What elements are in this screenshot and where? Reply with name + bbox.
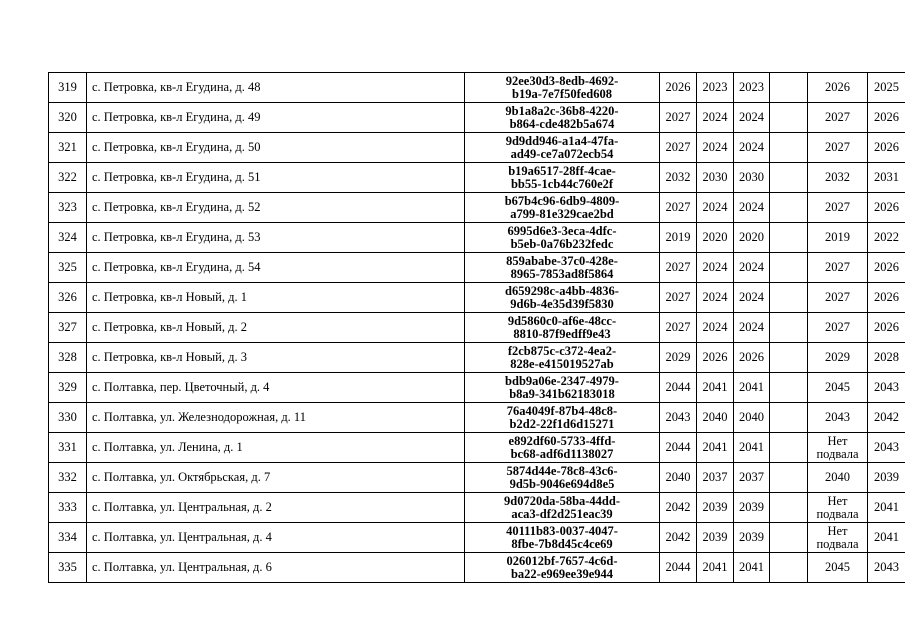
empty-cell	[770, 403, 808, 433]
year-cell: 2030	[697, 163, 734, 193]
year-cell: 2027	[808, 133, 868, 163]
year-cell: 2024	[697, 103, 734, 133]
row-number: 324	[49, 223, 87, 253]
fias-guid-cell	[465, 523, 660, 553]
row-number: 335	[49, 553, 87, 583]
address-cell: с. Петровка, кв-л Новый, д. 1	[87, 283, 465, 313]
year-cell: 2040	[697, 403, 734, 433]
year-cell: 2042	[868, 403, 905, 433]
year-cell: 2027	[808, 193, 868, 223]
year-cell: 2024	[734, 313, 770, 343]
fias-guid-part1: 859ababe-37c0-428e-	[506, 253, 618, 268]
year-cell: 2037	[734, 463, 770, 493]
empty-cell	[770, 283, 808, 313]
row-number: 326	[49, 283, 87, 313]
year-cell: 2023	[734, 73, 770, 103]
row-number: 320	[49, 103, 87, 133]
table-row	[49, 283, 905, 313]
year-cell: 2024	[697, 313, 734, 343]
year-cell: 2032	[660, 163, 697, 193]
empty-cell	[770, 493, 808, 523]
year-cell: 2045	[808, 553, 868, 583]
year-cell: 2044	[660, 553, 697, 583]
row-number: 332	[49, 463, 87, 493]
table-row	[49, 253, 905, 283]
year-cell: 2025	[868, 73, 905, 103]
row-number: 327	[49, 313, 87, 343]
address-cell: с. Петровка, кв-л Егудина, д. 51	[87, 163, 465, 193]
fias-guid-part2: b5eb-0a76b232fedc	[510, 236, 614, 251]
fias-guid-part2: 828e-e415019527ab	[510, 356, 614, 371]
year-cell: 2026	[868, 193, 905, 223]
address-cell: с. Петровка, кв-л Егудина, д. 54	[87, 253, 465, 283]
year-cell: 2040	[660, 463, 697, 493]
fias-guid-part1: 026012bf-7657-4c6d-	[506, 553, 618, 568]
address-cell: с. Полтавка, ул. Железнодорожная, д. 11	[87, 403, 465, 433]
address-cell: с. Петровка, кв-л Новый, д. 3	[87, 343, 465, 373]
address-cell: с. Петровка, кв-л Егудина, д. 50	[87, 133, 465, 163]
year-cell: 2024	[734, 253, 770, 283]
year-cell: 2019	[808, 223, 868, 253]
row-number: 323	[49, 193, 87, 223]
year-cell: 2041	[868, 493, 905, 523]
fias-guid-part2: 8810-87f9edff9e43	[513, 326, 611, 341]
year-cell: 2040	[734, 403, 770, 433]
year-cell: 2024	[697, 253, 734, 283]
year-cell: 2026	[868, 313, 905, 343]
fias-guid-part1: b67b4c96-6db9-4809-	[504, 193, 620, 208]
year-cell: 2032	[808, 163, 868, 193]
year-cell: 2039	[868, 463, 905, 493]
table-row	[49, 463, 905, 493]
table-row	[49, 133, 905, 163]
fias-guid-part1: 9d9dd946-a1a4-47fa-	[505, 133, 619, 148]
year-cell: 2043	[868, 553, 905, 583]
year-cell: 2041	[697, 373, 734, 403]
year-cell: 2029	[808, 343, 868, 373]
row-number: 334	[49, 523, 87, 553]
year-cell: 2041	[868, 523, 905, 553]
year-cell: 2039	[734, 493, 770, 523]
fias-guid-part1: 9d0720da-58ba-44dd-	[504, 493, 620, 508]
table-row	[49, 223, 905, 253]
year-cell: 2030	[734, 163, 770, 193]
year-cell: 2043	[808, 403, 868, 433]
empty-cell	[770, 523, 808, 553]
year-cell: 2042	[660, 523, 697, 553]
fias-guid-part1: f2cb875c-c372-4ea2-	[507, 343, 617, 358]
year-cell: 2042	[660, 493, 697, 523]
year-cell: 2026	[868, 253, 905, 283]
fias-guid-part2: 8fbe-7b8d45c4ce69	[511, 536, 613, 551]
fias-guid-part2: bc68-adf6d1138027	[510, 446, 614, 461]
fias-guid-part2: b2d2-22f1d6d15271	[509, 416, 615, 431]
fias-guid-cell	[465, 403, 660, 433]
year-cell: 2027	[808, 103, 868, 133]
year-cell: 2041	[734, 433, 770, 463]
year-cell: 2027	[660, 283, 697, 313]
fias-guid-part2: ba22-e969ee39e944	[510, 566, 614, 581]
fias-guid-part2: aca3-df2d251eac39	[511, 506, 613, 521]
year-cell: 2044	[660, 433, 697, 463]
housing-registry-table	[48, 72, 905, 583]
empty-cell	[770, 313, 808, 343]
table-body	[49, 73, 905, 583]
year-cell: Нет подвала	[808, 523, 868, 553]
year-cell: 2022	[868, 223, 905, 253]
fias-guid-cell	[465, 313, 660, 343]
address-cell: с. Полтавка, ул. Центральная, д. 6	[87, 553, 465, 583]
empty-cell	[770, 553, 808, 583]
table-row	[49, 343, 905, 373]
empty-cell	[770, 193, 808, 223]
table-row	[49, 433, 905, 463]
year-cell: Нет подвала	[808, 493, 868, 523]
row-number: 331	[49, 433, 87, 463]
year-cell: 2024	[734, 103, 770, 133]
fias-guid-part2: bb55-1cb44c760e2f	[510, 176, 614, 191]
empty-cell	[770, 463, 808, 493]
fias-guid-part1: d659298c-a4bb-4836-	[505, 283, 619, 298]
fias-guid-cell	[465, 73, 660, 103]
year-cell: 2041	[734, 553, 770, 583]
table-row	[49, 163, 905, 193]
fias-guid-cell	[465, 193, 660, 223]
year-cell: 2024	[734, 283, 770, 313]
row-number: 321	[49, 133, 87, 163]
table-row	[49, 103, 905, 133]
year-cell: 2026	[868, 283, 905, 313]
empty-cell	[770, 433, 808, 463]
year-cell: 2023	[697, 73, 734, 103]
fias-guid-part1: 5874d44e-78c8-43c6-	[506, 463, 618, 478]
fias-guid-part1: e892df60-5733-4ffd-	[508, 433, 616, 448]
year-cell: 2026	[808, 73, 868, 103]
fias-guid-cell	[465, 133, 660, 163]
empty-cell	[770, 223, 808, 253]
address-cell: с. Петровка, кв-л Егудина, д. 52	[87, 193, 465, 223]
year-cell: 2041	[697, 433, 734, 463]
row-number: 328	[49, 343, 87, 373]
empty-cell	[770, 133, 808, 163]
fias-guid-cell	[465, 103, 660, 133]
year-cell: 2026	[868, 103, 905, 133]
row-number: 325	[49, 253, 87, 283]
year-cell: 2043	[868, 433, 905, 463]
address-cell: с. Петровка, кв-л Егудина, д. 49	[87, 103, 465, 133]
fias-guid-part2: a799-81e329cae2bd	[510, 206, 614, 221]
row-number: 329	[49, 373, 87, 403]
year-cell: 2044	[660, 373, 697, 403]
fias-guid-part2: 8965-7853ad8f5864	[510, 266, 614, 281]
year-cell: 2037	[697, 463, 734, 493]
year-cell: 2019	[660, 223, 697, 253]
year-cell: Нет подвала	[808, 433, 868, 463]
fias-guid-cell	[465, 493, 660, 523]
row-number: 319	[49, 73, 87, 103]
fias-guid-part1: 9b1a8a2c-36b8-4220-	[505, 103, 619, 118]
fias-guid-cell	[465, 253, 660, 283]
empty-cell	[770, 73, 808, 103]
fias-guid-cell	[465, 223, 660, 253]
fias-guid-part1: 9d5860c0-af6e-48cc-	[507, 313, 617, 328]
year-cell: 2043	[660, 403, 697, 433]
year-cell: 2027	[660, 313, 697, 343]
table-row	[49, 523, 905, 553]
year-cell: 2020	[697, 223, 734, 253]
fias-guid-part2: ad49-ce7a072ecb54	[510, 146, 614, 161]
empty-cell	[770, 253, 808, 283]
fias-guid-cell	[465, 373, 660, 403]
row-number: 333	[49, 493, 87, 523]
fias-guid-cell	[465, 283, 660, 313]
year-cell: 2026	[697, 343, 734, 373]
year-cell: 2027	[808, 283, 868, 313]
year-cell: 2029	[660, 343, 697, 373]
table-row	[49, 73, 905, 103]
year-cell: 2039	[734, 523, 770, 553]
year-cell: 2026	[868, 133, 905, 163]
address-cell: с. Полтавка, ул. Центральная, д. 4	[87, 523, 465, 553]
address-cell: с. Полтавка, пер. Цветочный, д. 4	[87, 373, 465, 403]
year-cell: 2024	[697, 133, 734, 163]
address-cell: с. Петровка, кв-л Егудина, д. 48	[87, 73, 465, 103]
year-cell: 2031	[868, 163, 905, 193]
year-cell: 2040	[808, 463, 868, 493]
year-cell: 2020	[734, 223, 770, 253]
year-cell: 2039	[697, 523, 734, 553]
fias-guid-cell	[465, 343, 660, 373]
table-row	[49, 313, 905, 343]
fias-guid-part2: b19a-7e7f50fed608	[512, 86, 612, 101]
empty-cell	[770, 103, 808, 133]
year-cell: 2027	[660, 133, 697, 163]
fias-guid-cell	[465, 433, 660, 463]
empty-cell	[770, 343, 808, 373]
fias-guid-cell	[465, 463, 660, 493]
fias-guid-part1: 92ee30d3-8edb-4692-	[505, 73, 619, 88]
address-cell: с. Петровка, кв-л Егудина, д. 53	[87, 223, 465, 253]
year-cell: 2028	[868, 343, 905, 373]
table-row	[49, 493, 905, 523]
address-cell: с. Полтавка, ул. Ленина, д. 1	[87, 433, 465, 463]
row-number: 322	[49, 163, 87, 193]
year-cell: 2024	[697, 283, 734, 313]
table-row	[49, 193, 905, 223]
year-cell: 2027	[808, 313, 868, 343]
year-cell: 2026	[660, 73, 697, 103]
address-cell: с. Полтавка, ул. Октябрьская, д. 7	[87, 463, 465, 493]
row-number: 330	[49, 403, 87, 433]
fias-guid-cell	[465, 553, 660, 583]
fias-guid-part1: 6995d6e3-3eca-4dfc-	[507, 223, 617, 238]
fias-guid-part2: 9d5b-9046e694d8e5	[509, 476, 615, 491]
fias-guid-part1: 40111b83-0037-4047-	[506, 523, 618, 538]
year-cell: 2027	[660, 193, 697, 223]
fias-guid-cell	[465, 163, 660, 193]
fias-guid-part1: bdb9a06e-2347-4979-	[505, 373, 619, 388]
year-cell: 2024	[734, 193, 770, 223]
table-row	[49, 403, 905, 433]
year-cell: 2027	[660, 103, 697, 133]
year-cell: 2043	[868, 373, 905, 403]
year-cell: 2024	[734, 133, 770, 163]
fias-guid-part1: 76a4049f-87b4-48c8-	[506, 403, 618, 418]
fias-guid-part1: b19a6517-28ff-4cae-	[508, 163, 616, 178]
fias-guid-part2: 9d6b-4e35d39f5830	[510, 296, 614, 311]
table-row	[49, 553, 905, 583]
empty-cell	[770, 373, 808, 403]
year-cell: 2024	[697, 193, 734, 223]
empty-cell	[770, 163, 808, 193]
table-row	[49, 373, 905, 403]
year-cell: 2041	[697, 553, 734, 583]
year-cell: 2027	[660, 253, 697, 283]
year-cell: 2039	[697, 493, 734, 523]
year-cell: 2045	[808, 373, 868, 403]
year-cell: 2027	[808, 253, 868, 283]
address-cell: с. Петровка, кв-л Новый, д. 2	[87, 313, 465, 343]
year-cell: 2041	[734, 373, 770, 403]
fias-guid-part2: b864-cde482b5a674	[509, 116, 615, 131]
fias-guid-part2: b8a9-341b62183018	[509, 386, 615, 401]
year-cell: 2026	[734, 343, 770, 373]
address-cell: с. Полтавка, ул. Центральная, д. 2	[87, 493, 465, 523]
